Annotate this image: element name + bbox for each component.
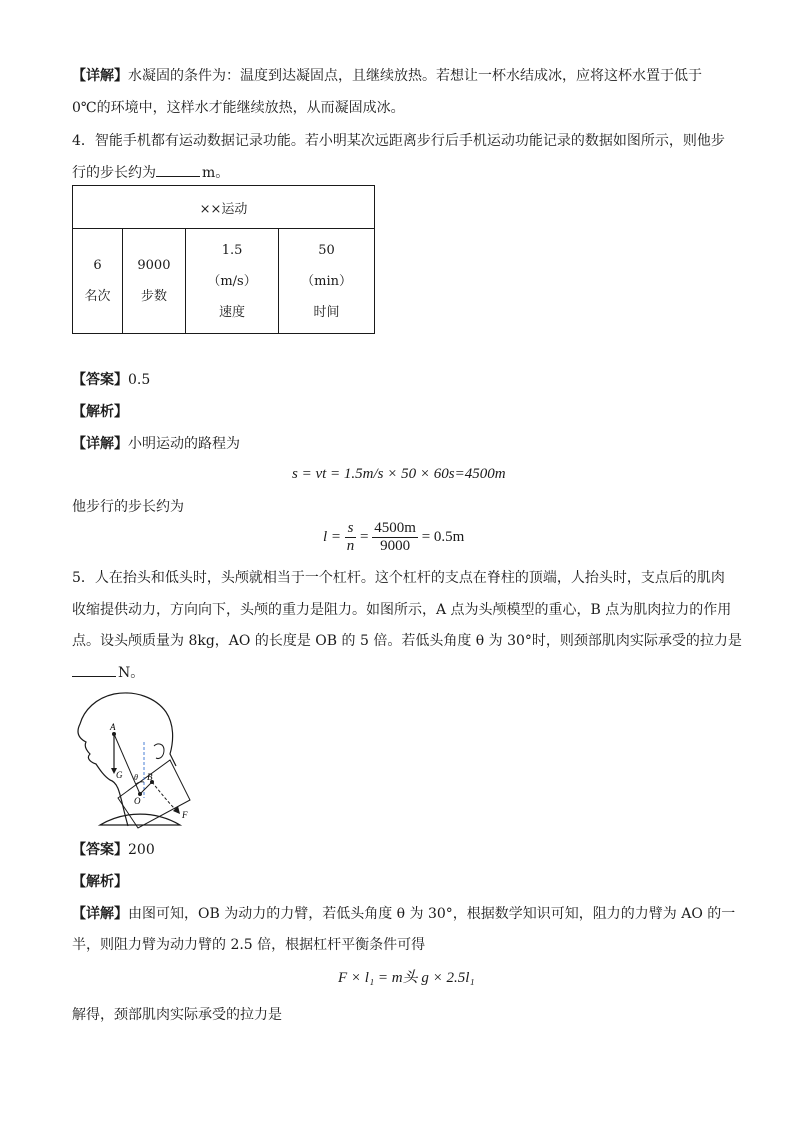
detail-tag: 【详解】	[72, 68, 128, 84]
table-cell-steps	[122, 229, 185, 334]
head-lever-figure	[70, 688, 210, 830]
label-theta: θ	[134, 773, 138, 782]
cell-value: 50	[318, 242, 335, 258]
equation-distance: s = vt = 1.5m/s × 50 × 60s=4500m	[292, 466, 506, 482]
detail-paragraph-line-2: 0℃的环境中，这样水才能继续放热，从而凝固成冰。	[72, 100, 405, 116]
cell-label: 速度	[219, 304, 246, 320]
table-cell-rank	[73, 229, 123, 334]
q4-stem-text: 行的步长约为	[72, 165, 156, 181]
q5-stem-line-1: 5．人在抬头和低头时，头颅就相当于一个杠杆。这个杠杆的支点在脊柱的顶端，人抬头时，支点后的肌肉	[72, 570, 725, 586]
table-title: ××运动	[73, 186, 375, 229]
head-outline	[78, 693, 176, 826]
neck-block	[118, 760, 190, 828]
q5-answer	[72, 840, 155, 860]
q5-analysis-tag: 【解析】	[72, 874, 128, 890]
label-G: G	[116, 770, 123, 780]
q4-step-text: 他步行的步长约为	[72, 499, 184, 515]
answer-tag: 【答案】	[72, 372, 128, 388]
cell-label: 名次	[84, 289, 111, 304]
q4-stem-unit: m。	[202, 165, 230, 181]
q5-stem-line-4	[72, 662, 144, 683]
q4-stem-line-2	[72, 162, 229, 183]
cell-unit: （m/s）	[207, 273, 257, 289]
q5-stem-unit: N。	[118, 665, 145, 681]
equation-lever-balance: F × l₁ = m头 g × 2.5l₁	[338, 970, 475, 986]
label-F: F	[182, 810, 188, 820]
detail-paragraph-line-1	[72, 66, 702, 86]
answer-value: 0.5	[128, 372, 151, 388]
label-A: A	[110, 722, 116, 732]
sport-data-table	[72, 185, 375, 334]
table-cell-time	[279, 229, 375, 334]
fraction-denominator: n	[346, 538, 355, 554]
cell-label: 时间	[313, 304, 340, 320]
detail-text: 水凝固的条件为：温度到达凝固点，且继续放热。若想让一杯水结成冰，应将这杯水置于低于	[128, 68, 702, 84]
label-B: B	[147, 772, 153, 782]
table-cell-speed	[185, 229, 278, 334]
q5-detail-line-2: 半，则阻力臂为动力臂的 2.5 倍，根据杠杆平衡条件可得	[72, 937, 426, 953]
fraction-numerator: s	[345, 520, 357, 538]
q4-analysis-tag: 【解析】	[72, 404, 128, 420]
label-O: O	[134, 796, 141, 806]
q5-stem-line-3: 点。设头颅质量为 8kg，AO 的长度是 OB 的 5 倍。若低头角度 θ 为 30°时，则颈部肌肉实际承受的拉力是	[72, 633, 742, 649]
eq-lhs: l =	[323, 528, 342, 545]
q5-detail-line-1	[72, 904, 735, 924]
q4-answer	[72, 370, 150, 390]
eq-rhs: = 0.5m	[421, 528, 465, 545]
table-row	[73, 229, 375, 334]
q4-detail	[72, 434, 240, 454]
q5-final-line: 解得，颈部肌肉实际承受的拉力是	[72, 1007, 282, 1023]
q5-stem-line-2: 收缩提供动力，方向向下，头颅的重力是阻力。如图所示，A 点为头颅模型的重心，B 点为肌肉拉力的作用	[72, 602, 732, 618]
q4-stem-line-1: 4．智能手机都有运动数据记录功能。若小明某次远距离步行后手机运动功能记录的数据如图所示，则他步	[72, 133, 725, 149]
cell-unit: （min）	[301, 273, 352, 289]
eq-equals: =	[360, 528, 369, 545]
detail-text: 由图可知，OB 为动力的力臂，若低头角度 θ 为 30°，根据数学知识可知，阻力的力臂为 AO 的一	[128, 906, 736, 922]
detail-tag: 【详解】	[72, 906, 128, 922]
semicircle-base	[100, 814, 180, 825]
fraction-numerator: 4500m	[374, 520, 416, 536]
answer-blank	[156, 162, 200, 177]
line-AO	[114, 734, 140, 794]
line-OB	[140, 782, 152, 794]
answer-value: 200	[128, 842, 155, 858]
cell-value: 1.5	[221, 242, 243, 258]
equation-step-length	[323, 520, 464, 555]
point-A	[112, 732, 116, 736]
cell-label: 步数	[140, 289, 167, 304]
detail-text: 小明运动的路程为	[128, 436, 240, 452]
ear-outline	[154, 744, 164, 759]
fraction-denominator: 9000	[380, 538, 411, 554]
answer-tag: 【答案】	[72, 842, 128, 858]
cell-value: 9000	[137, 258, 171, 273]
fraction-s-over-n	[345, 520, 357, 555]
detail-tag: 【详解】	[72, 436, 128, 452]
answer-blank	[72, 662, 116, 677]
cell-value: 6	[93, 258, 102, 273]
muscle-force-line	[152, 782, 176, 810]
fraction-4500-over-9000	[372, 520, 418, 555]
